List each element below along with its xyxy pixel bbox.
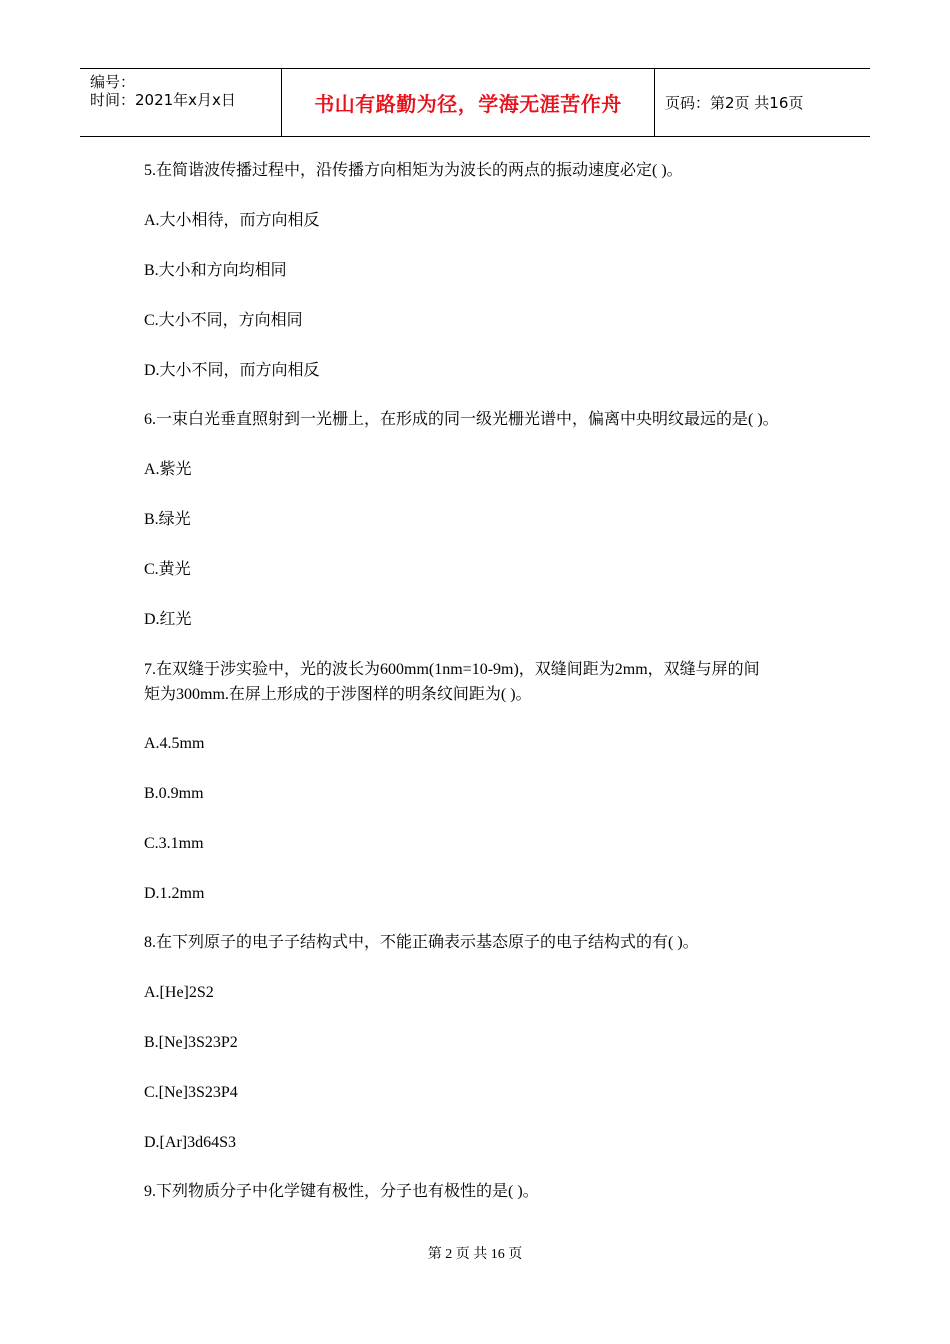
option-item: B.0.9mm (144, 785, 204, 802)
option-item: D.1.2mm (144, 885, 205, 902)
document-number-label: 编号： (90, 73, 136, 91)
question-stem-continued: 矩为300mm.在屏上形成的于涉图样的明条纹间距为( )。 (144, 686, 532, 703)
option-item: A.4.5mm (144, 735, 205, 752)
option-item: B.大小和方向均相同 (144, 262, 287, 279)
question-stem: 5.在简谐波传播过程中，沿传播方向相矩为为波长的两点的振动速度必定( )。 (144, 162, 683, 179)
option-item: D.红光 (144, 611, 192, 628)
header-page-code: 页码：第2页 共16页 (665, 94, 804, 112)
option-item: D.大小不同，而方向相反 (144, 362, 320, 379)
option-item: B.绿光 (144, 511, 191, 528)
option-item: C.黄光 (144, 561, 191, 578)
question-stem: 8.在下列原子的电子子结构式中，不能正确表示基态原子的电子结构式的有( )。 (144, 934, 699, 951)
question-stem: 7.在双缝于涉实验中，光的波长为600mm(1nm=10-9m)，双缝间距为2mm，双缝与屏的间 (144, 661, 760, 678)
option-item: A.紫光 (144, 461, 192, 478)
header-motto: 书山有路勤为径，学海无涯苦作舟 (314, 92, 622, 116)
option-item: A.大小相待，而方向相反 (144, 212, 320, 229)
header-motto-cell (282, 69, 655, 136)
option-item: C.[Ne]3S23P4 (144, 1084, 238, 1101)
page-footer: 第 2 页 共 16 页 (427, 1247, 523, 1262)
option-item: C.大小不同，方向相同 (144, 312, 303, 329)
option-item: C.3.1mm (144, 835, 204, 852)
option-item: D.[Ar]3d64S3 (144, 1134, 236, 1151)
question-stem: 6.一束白光垂直照射到一光栅上，在形成的同一级光栅光谱中，偏离中央明纹最远的是( )。 (144, 411, 779, 428)
question-stem: 9.下列物质分子中化学键有极性，分子也有极性的是( )。 (144, 1183, 539, 1200)
option-item: A.[He]2S2 (144, 984, 214, 1001)
document-date-label: 时间：2021年x月x日 (90, 91, 236, 109)
page-header (80, 68, 870, 137)
header-page-cell (655, 69, 870, 136)
header-info-cell (80, 69, 282, 136)
option-item: B.[Ne]3S23P2 (144, 1034, 238, 1051)
